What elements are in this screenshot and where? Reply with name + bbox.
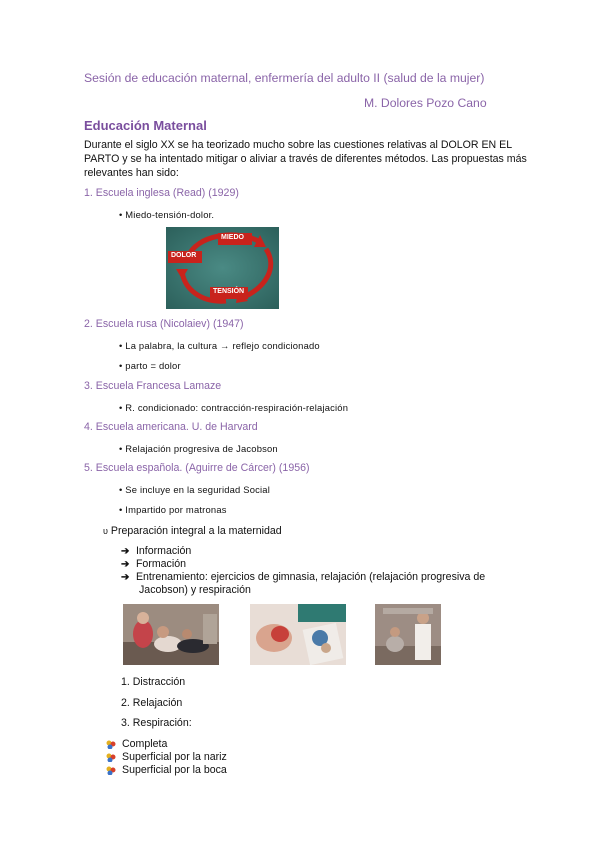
diagram-label-dolor: DOLOR xyxy=(171,252,197,259)
flower-bullet-icon xyxy=(106,766,116,775)
photo-mother-baby-graphic xyxy=(250,604,346,665)
photo-group-class-graphic xyxy=(123,604,219,665)
preparation-title: υ Preparación integral a la maternidad xyxy=(103,525,282,537)
flower-bullet-icon xyxy=(106,753,116,762)
flower-bullet-icon xyxy=(106,740,116,749)
school-3-title: 3. Escuela Francesa Lamaze xyxy=(84,380,222,392)
document-title: Sesión de educación maternal, enfermería del adulto II (salud de la mujer) xyxy=(84,71,485,85)
arrow-right-icon: ➔ xyxy=(121,572,130,583)
document-author: M. Dolores Pozo Cano xyxy=(364,96,487,110)
school-5-title: 5. Escuela española. (Aguirre de Cárcer) (1956) xyxy=(84,462,310,474)
school-1-bullet-1: • Miedo-tensión-dolor. xyxy=(119,209,215,220)
preparation-item-1: ➔ Información xyxy=(121,545,192,557)
intro-line-2: PARTO y se ha intentado mitigar o aliviar a través de diferentes métodos. Las propuestas más xyxy=(84,153,527,165)
breathing-item-1: Completa xyxy=(106,738,167,750)
preparation-bullet-icon: υ xyxy=(103,526,108,536)
arrow-right-icon: ➔ xyxy=(121,559,130,570)
fear-tension-pain-diagram xyxy=(166,227,279,309)
school-1-title: 1. Escuela inglesa (Read) (1929) xyxy=(84,187,239,199)
intro-line-1: Durante el siglo XX se ha teorizado mucho sobre las cuestiones relativas al DOLOR EN EL xyxy=(84,139,513,151)
numbered-item-2: 2. Relajación xyxy=(121,697,183,709)
breathing-item-3: Superficial por la boca xyxy=(106,764,227,776)
photo-mother-baby xyxy=(250,604,346,665)
photo-relaxation-class xyxy=(375,604,441,665)
numbered-item-3: 3. Respiración: xyxy=(121,717,192,729)
preparation-item-2: ➔ Formación xyxy=(121,558,186,570)
preparation-item-3-cont: Jacobson) y respiración xyxy=(139,584,251,596)
section-heading: Educación Maternal xyxy=(84,118,207,133)
diagram-label-tension: TENSIÓN xyxy=(213,288,245,295)
school-2-bullet-2: • parto = dolor xyxy=(119,360,181,371)
numbered-item-1: 1. Distracción xyxy=(121,676,186,688)
school-2-bullet-1: • La palabra, la cultura → reflejo condicionado xyxy=(119,340,320,351)
school-3-bullet-1: • R. condicionado: contracción-respiración-relajación xyxy=(119,402,349,413)
preparation-item-3: ➔ Entrenamiento: ejercicios de gimnasia, relajación (relajación progresiva de xyxy=(121,571,486,583)
intro-line-3: relevantes han sido: xyxy=(84,167,179,179)
school-2-title: 2. Escuela rusa (Nicolaiev) (1947) xyxy=(84,318,244,330)
arrow-right-icon: ➔ xyxy=(121,546,130,557)
diagram-label-miedo: MIEDO xyxy=(221,234,244,241)
school-5-bullet-1: • Se incluye en la seguridad Social xyxy=(119,484,271,495)
breathing-item-2: Superficial por la nariz xyxy=(106,751,227,763)
photo-relaxation-class-graphic xyxy=(375,604,441,665)
photo-group-class xyxy=(123,604,219,665)
school-4-title: 4. Escuela americana. U. de Harvard xyxy=(84,421,258,433)
school-5-bullet-2: • Impartido por matronas xyxy=(119,504,227,515)
school-4-bullet-1: • Relajación progresiva de Jacobson xyxy=(119,443,278,454)
